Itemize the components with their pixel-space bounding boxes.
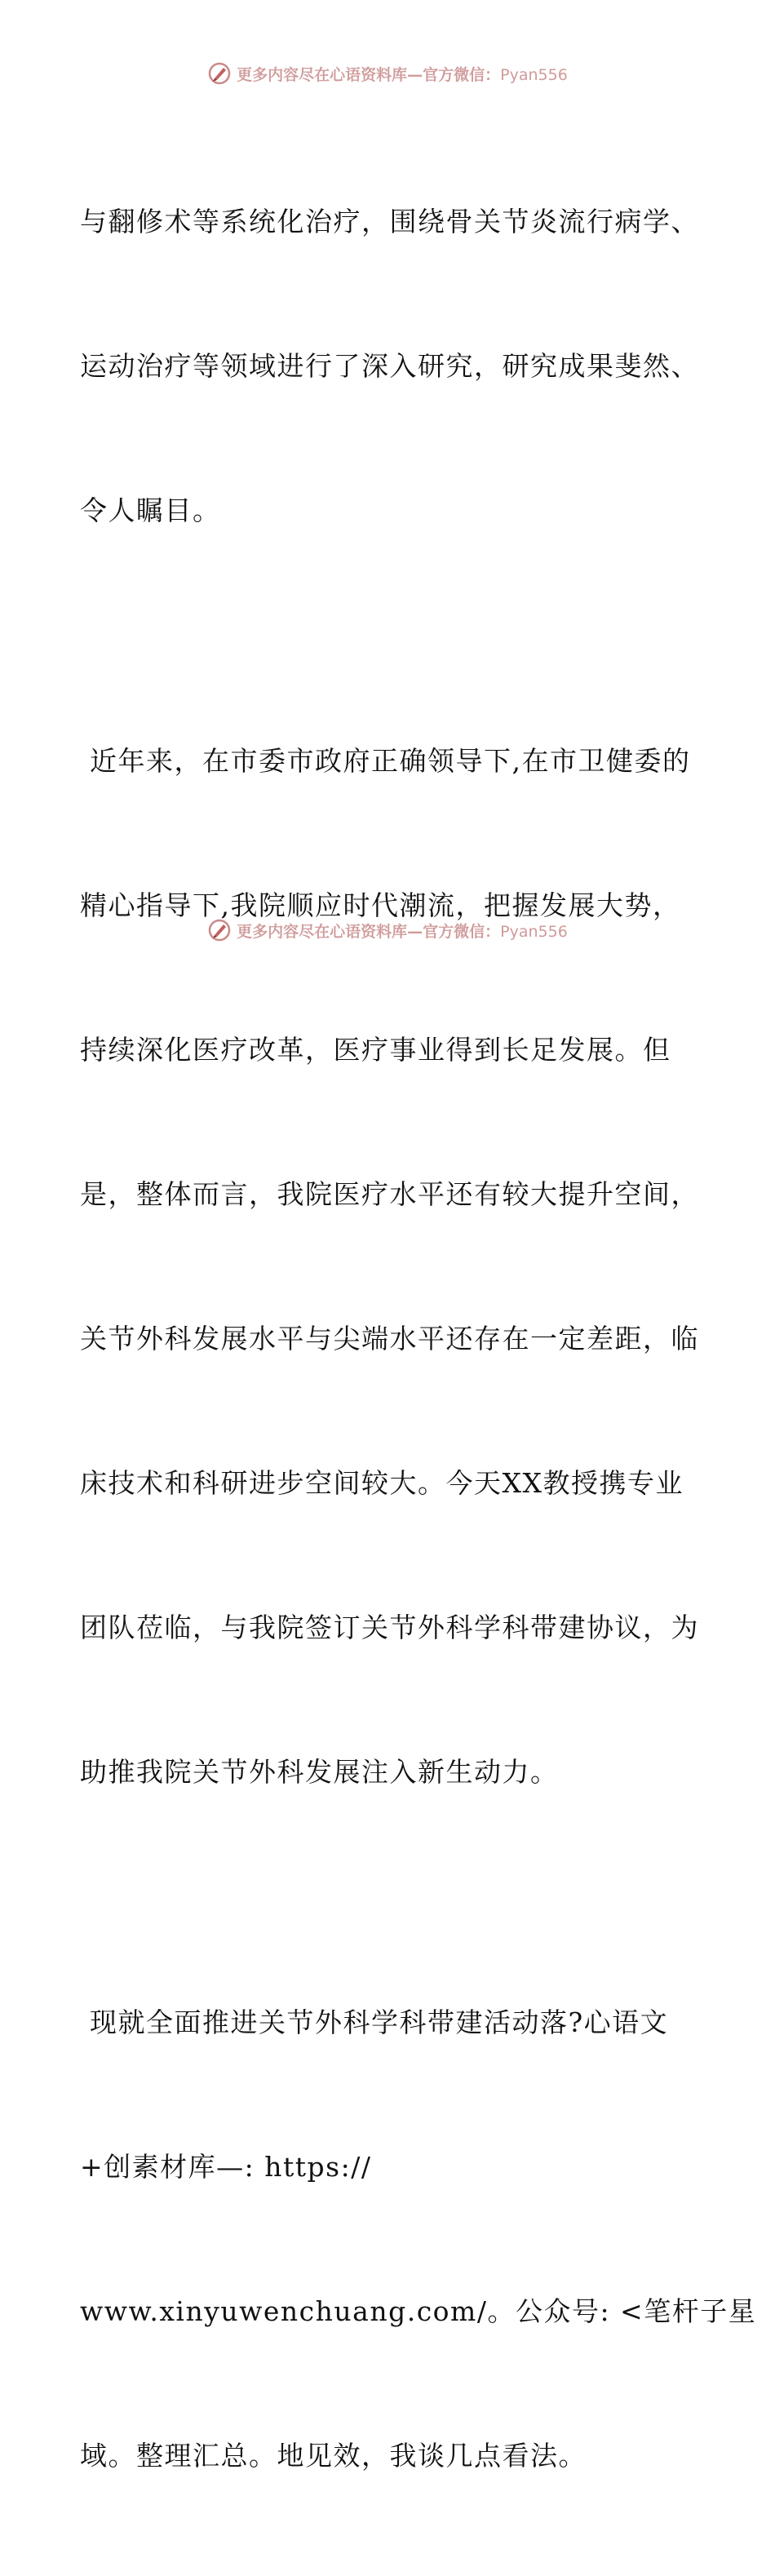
- text-line: 床技术和科研进步空间较大。今天XX教授携专业: [80, 1467, 684, 1499]
- paragraph-1: [80, 101, 700, 631]
- text-line: 现就全面推进关节外科学科带建活动落?心语文: [80, 2006, 669, 2038]
- text-line: 持续深化医疗改革，医疗事业得到长足发展。但: [80, 1034, 671, 1066]
- text-line: 与翻修术等系统化治疗，围绕骨关节炎流行病学、: [80, 206, 699, 237]
- pen-logo-icon: [207, 61, 232, 86]
- document-body: [80, 101, 757, 2576]
- text-line: 助推我院关节外科发展注入新生动力。: [80, 1756, 559, 1788]
- header-watermark: [0, 57, 775, 90]
- watermark-text: 更多内容尽在心语资料库—官方微信：Pyan556: [237, 65, 568, 84]
- text-line: 关节外科发展水平与尖端水平还存在一定差距，临: [80, 1323, 699, 1355]
- text-line: 令人瞩目。: [80, 494, 221, 526]
- text-line: +创素材库—: https://: [80, 2151, 372, 2183]
- text-line: 域。整理汇总。地见效，我谈几点看法。: [80, 2440, 587, 2472]
- paragraph-3: [80, 1902, 757, 2576]
- text-line: 是，整体而言，我院医疗水平还有较大提升空间，: [80, 1178, 699, 1210]
- footer-watermark: [0, 914, 775, 947]
- watermark-handle: Pyan556: [500, 922, 568, 941]
- watermark-text: 更多内容尽在心语资料库—官方微信：Pyan556: [237, 922, 568, 941]
- text-line: 团队莅临，与我院签订关节外科学科带建协议，为: [80, 1612, 699, 1643]
- pen-logo-icon: [207, 918, 232, 942]
- paragraph-2: [80, 641, 700, 1892]
- text-line: 运动治疗等领域进行了深入研究，研究成果斐然、: [80, 350, 699, 382]
- text-line: 近年来，在市委市政府正确领导下,在市卫健委的: [80, 745, 691, 777]
- text-line: 精心指导下,我院顺应时代潮流，把握发展大势，: [80, 889, 681, 921]
- text-line: www.xinyuwenchuang.com/。公众号: <笔杆子星: [80, 2295, 757, 2327]
- watermark-handle: Pyan556: [500, 65, 568, 84]
